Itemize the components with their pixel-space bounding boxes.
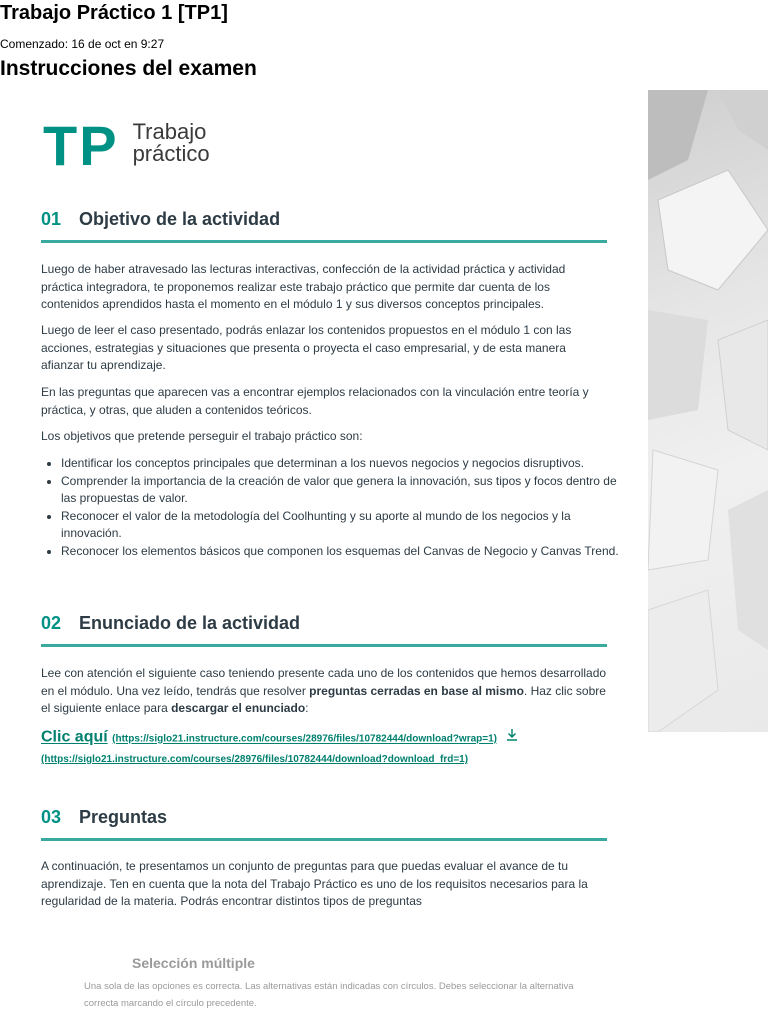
objective-paragraph-4: Los objetivos que pretende perseguir el trabajo práctico son: (41, 429, 363, 443)
section-header-questions (41, 804, 607, 841)
list-item: • Reconocer el valor de la metodología del Coolhunting y su aporte al mundo de los negocios y la innovación. (61, 508, 627, 543)
statement-text-2: . Haz clic sobre el siguiente enlace para (41, 683, 606, 715)
file-url-link[interactable]: (https://siglo21.instructure.com/courses/28976/files/10782444/download?wrap=1) (112, 733, 497, 745)
section-header-objective (41, 206, 607, 243)
section-title: Objetivo de la actividad (79, 209, 281, 229)
section-header-statement (41, 610, 607, 647)
objective-paragraph-1: Luego de haber atravesado las lecturas interactivas, confección de la actividad práctica y actividad práctica integradora, te proponemos realizar este trabajo práctico que permite dar cuenta de los contenidos aprendidos hasta el momento en el módulo 1 y sus diversos conceptos principales. (41, 262, 566, 311)
section-number: 03 (41, 807, 62, 827)
statement-text-1: Lee con atención el siguiente caso teniendo presente cada uno de los contenidos que hemos desarrollado en el módulo. Una vez leído, tendrás que resolver (41, 666, 607, 698)
questions-paragraph: A continuación, te presentamos un conjunto de preguntas para que puedas evaluar el avance de tu aprendizaje. Ten en cuenta que la nota del Trabajo Práctico es uno de los requisitos necesarios para la regularidad de la materia. Podrás encontrar distintos tipos de preguntas (41, 859, 588, 908)
list-item: • Reconocer los elementos básicos que componen los esquemas del Canvas de Negocio y Canvas Trend. (61, 543, 627, 561)
page-title: Trabajo Práctico 1 [TP1] (0, 2, 228, 24)
section-number: 02 (41, 613, 62, 633)
clic-aqui-link[interactable]: Clic aquí (41, 728, 108, 746)
instructions-title: Instrucciones del examen (0, 57, 257, 80)
download-icon[interactable] (505, 728, 519, 747)
tp-logo (43, 114, 210, 177)
question-type-title: Selección múltiple (132, 955, 255, 971)
tp-logo-mark: TP (43, 114, 119, 177)
section-title: Enunciado de la actividad (79, 613, 301, 633)
objectives-list (41, 455, 627, 560)
decorative-side-image (648, 90, 768, 732)
list-item: • Identificar los conceptos principales que determinan a los nuevos negocios y negocios disruptivos. (61, 455, 627, 473)
section-number: 01 (41, 209, 62, 229)
statement-text-3: : (305, 701, 309, 715)
tp-logo-line1: Trabajo (132, 119, 207, 144)
statement-bold-2: descargar el enunciado (171, 701, 306, 715)
list-item: • Comprender la importancia de la creación de valor que genera la innovación, sus tipos y focos dentro de las propuestas de valor. (61, 473, 627, 508)
question-type-description: Una sola de las opciones es correcta. Las alternativas están indicadas con círculos. Debes seleccionar la alternativa correcta marcando el círculo precedente. (84, 981, 574, 1009)
download-url-link[interactable]: (https://siglo21.instructure.com/courses/28976/files/10782444/download?download_frd=1) (41, 754, 469, 765)
tp-logo-text (133, 121, 210, 165)
statement-paragraph (41, 665, 607, 718)
objective-paragraph-2: Luego de leer el caso presentado, podrás enlazar los contenidos propuestos en el módulo 1 con las acciones, estrategias y situaciones que presenta o proyecta el caso empresarial, y de esta manera afianzar tu aprendizaje. (41, 323, 572, 372)
started-timestamp: Comenzado: 16 de oct en 9:27 (0, 37, 165, 51)
download-link-block (41, 728, 641, 767)
section-title: Preguntas (79, 807, 168, 827)
objective-paragraph-3: En las preguntas que aparecen vas a encontrar ejemplos relacionados con la vinculación entre teoría y práctica, y otras, que aluden a contenidos teóricos. (41, 385, 589, 417)
abstract-shapes-image (648, 90, 768, 732)
tp-logo-line2: práctico (132, 141, 210, 166)
statement-bold-1: preguntas cerradas en base al mismo (309, 683, 524, 698)
